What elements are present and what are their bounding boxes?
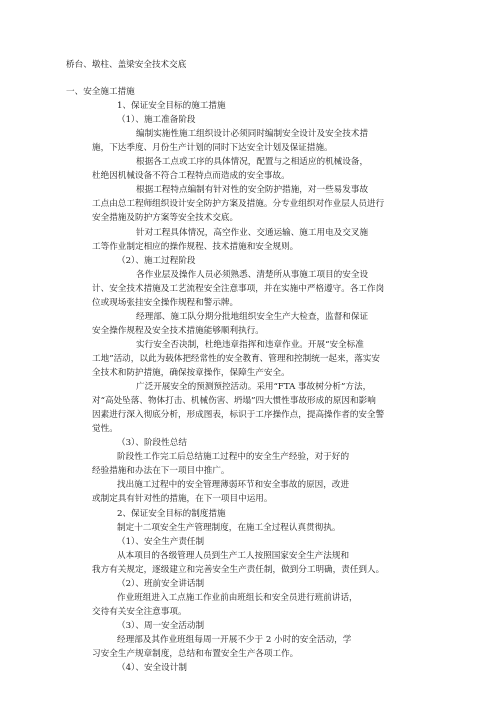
text-line: 对“高处坠落、物体打击、机械伤害、坍塌”四大惯性事故形成的原因和影响 [92, 396, 376, 407]
text-line: 全技术和防护措施，确保按章操作，保障生产安全。 [92, 368, 290, 378]
text-line: 作业班组进入工点施工作业前由班组长和安全员进行班前讲话， [117, 592, 358, 603]
text-line: （1）、施工准备阶段 [117, 115, 196, 126]
text-line: 一、安全施工措施 [66, 87, 135, 97]
text-line: （1）、安全生产责任制 [117, 536, 205, 547]
text-line: 杜绝因机械设备不符合工程特点而造成的安全事故。 [92, 171, 290, 182]
text-line: 交待有关安全注意事项。 [92, 606, 187, 617]
text-line: 阶段性工作完工后总结施工过程中的安全生产经验，对于好的 [117, 452, 350, 463]
text-line: 工点由总工程师组织设计安全防护方案及措施。分专业组织对作业层人员进行 [92, 199, 385, 210]
text-line: 工地”活动，以此为载体把经常性的安全教育、管理和控制统一起来，落实安 [92, 353, 380, 364]
text-line: 实行安全否决制，杜绝违章指挥和违章作业。开展“安全标准 [136, 339, 364, 350]
text-line: 计、安全技术措施及工艺流程安全注意事项，并在实施中严格遵守。各工作岗 [92, 283, 385, 294]
text-line: 安全措施及防护方案等安全技术交底。 [92, 213, 239, 224]
document-title: 桥台、墩柱、盖梁安全技术交底 [66, 60, 187, 70]
text-line: 编制实施性施工组织设计必须同时编制安全设计及安全技术措 [136, 129, 369, 140]
text-line: 根据工程特点编制有针对性的安全防护措施，对一些易发事故 [136, 185, 369, 196]
text-line: 2、保证安全目标的制度措施 [117, 508, 226, 519]
text-line: 找出施工过程中的安全管理薄弱环节和安全事故的原因，改进 [117, 480, 350, 491]
text-line: 位或现场张挂安全操作规程和警示牌。 [92, 297, 239, 308]
text-line: 各作业层及操作人员必须熟悉、清楚所从事施工项目的安全设 [136, 269, 369, 280]
text-line: 广泛开展安全的预测预控活动。采用“FTA 事故树分析”方法， [136, 382, 372, 393]
text-line: 制定十二项安全生产管理制度，在施工全过程认真贯彻执。 [117, 522, 341, 533]
text-line: 经理部及其作业班组每周一开展不少于 2 小时的安全活动，学 [117, 634, 352, 645]
text-line: （4）、安全设计制 [117, 663, 187, 674]
text-line: 经理部、施工队分期分批地组织安全生产大检查，监督和保证 [136, 311, 369, 322]
text-line: 1、保证安全目标的施工措施 [117, 101, 226, 112]
text-line: 觉性。 [92, 424, 118, 435]
text-line: （3）、周一安全活动制 [117, 620, 205, 631]
text-line: （2）、班前安全讲话制 [117, 578, 205, 589]
text-line: 我方有关规定，逐级建立和完善安全生产责任制，做到分工明确，责任到人。 [92, 564, 385, 575]
text-line: （3）、阶段性总结 [117, 438, 187, 449]
text-line: 从本项目的各级管理人员到生产工人按照国家安全生产法规和 [117, 550, 350, 561]
text-line: 安全操作规程及安全技术措施能够顺利执行。 [92, 325, 264, 336]
text-line: 根据各工点或工序的具体情况，配置与之相适应的机械设备， [136, 157, 369, 168]
text-line: 施，下达季度、月份生产计划的同时下达安全计划及保证措施。 [92, 143, 333, 154]
text-line: 工等作业制定相应的操作规程、技术措施和安全规则。 [92, 241, 299, 252]
text-line: 因素进行深入彻底分析，形成图表，标识于工序操作点，提高操作者的安全警 [92, 410, 385, 421]
text-line: 针对工程具体情况，高空作业、交通运输、施工用电及交叉施 [136, 227, 369, 238]
text-line: 经验措施和办法在下一项目中推广。 [92, 466, 230, 477]
text-line: 习安全生产规章制度，总结和布置安全生产各项工作。 [92, 649, 299, 659]
text-line: （2）、施工过程阶段 [117, 255, 196, 266]
text-line: 或制定具有针对性的措施，在下一项目中运用。 [92, 494, 273, 505]
